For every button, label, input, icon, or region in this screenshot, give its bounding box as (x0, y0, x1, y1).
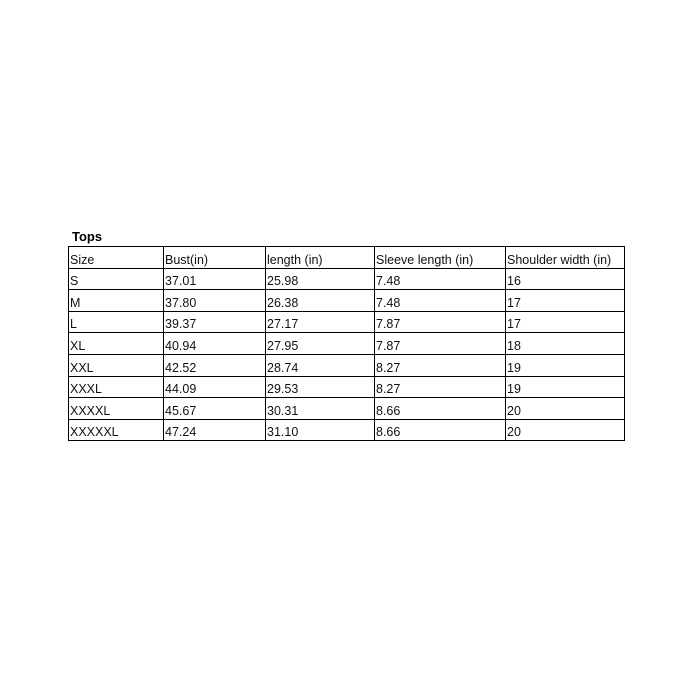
table-title: Tops (72, 229, 103, 244)
shoulder-width-cell: 18 (506, 333, 625, 355)
bust-cell: 39.37 (164, 311, 266, 333)
header-cell-length: length (in) (266, 247, 375, 269)
table-row (69, 268, 625, 290)
bust-cell: 37.80 (164, 290, 266, 312)
table-row (69, 290, 625, 312)
table-row (69, 333, 625, 355)
length-cell: 30.31 (266, 398, 375, 420)
sleeve-length-cell: 8.27 (375, 376, 506, 398)
size-cell: XXXXL (69, 398, 164, 420)
size-cell: M (69, 290, 164, 312)
shoulder-width-cell: 20 (506, 419, 625, 441)
sleeve-length-cell: 8.66 (375, 419, 506, 441)
table-row (69, 398, 625, 420)
sleeve-length-cell: 7.87 (375, 333, 506, 355)
size-cell: XL (69, 333, 164, 355)
length-cell: 26.38 (266, 290, 375, 312)
sleeve-length-cell: 8.66 (375, 398, 506, 420)
header-cell-size: Size (69, 247, 164, 269)
shoulder-width-cell: 20 (506, 398, 625, 420)
size-cell: XXXL (69, 376, 164, 398)
table-row (69, 354, 625, 376)
header-cell-shoulder-width: Shoulder width (in) (506, 247, 625, 269)
table-row (69, 311, 625, 333)
sleeve-length-cell: 7.48 (375, 290, 506, 312)
shoulder-width-cell: 19 (506, 354, 625, 376)
shoulder-width-cell: 17 (506, 290, 625, 312)
size-cell: L (69, 311, 164, 333)
shoulder-width-cell: 19 (506, 376, 625, 398)
bust-cell: 42.52 (164, 354, 266, 376)
bust-cell: 44.09 (164, 376, 266, 398)
sleeve-length-cell: 7.48 (375, 268, 506, 290)
bust-cell: 47.24 (164, 419, 266, 441)
length-cell: 29.53 (266, 376, 375, 398)
size-chart-table (68, 246, 625, 441)
shoulder-width-cell: 17 (506, 311, 625, 333)
bust-cell: 40.94 (164, 333, 266, 355)
size-cell: XXXXXL (69, 419, 164, 441)
bust-cell: 45.67 (164, 398, 266, 420)
length-cell: 27.17 (266, 311, 375, 333)
length-cell: 28.74 (266, 354, 375, 376)
length-cell: 25.98 (266, 268, 375, 290)
bust-cell: 37.01 (164, 268, 266, 290)
size-cell: XXL (69, 354, 164, 376)
table-header-row (69, 247, 625, 269)
header-cell-sleeve-length: Sleeve length (in) (375, 247, 506, 269)
size-cell: S (69, 268, 164, 290)
sleeve-length-cell: 8.27 (375, 354, 506, 376)
table-row (69, 376, 625, 398)
length-cell: 27.95 (266, 333, 375, 355)
sleeve-length-cell: 7.87 (375, 311, 506, 333)
header-cell-bust: Bust(in) (164, 247, 266, 269)
table-row (69, 419, 625, 441)
shoulder-width-cell: 16 (506, 268, 625, 290)
length-cell: 31.10 (266, 419, 375, 441)
